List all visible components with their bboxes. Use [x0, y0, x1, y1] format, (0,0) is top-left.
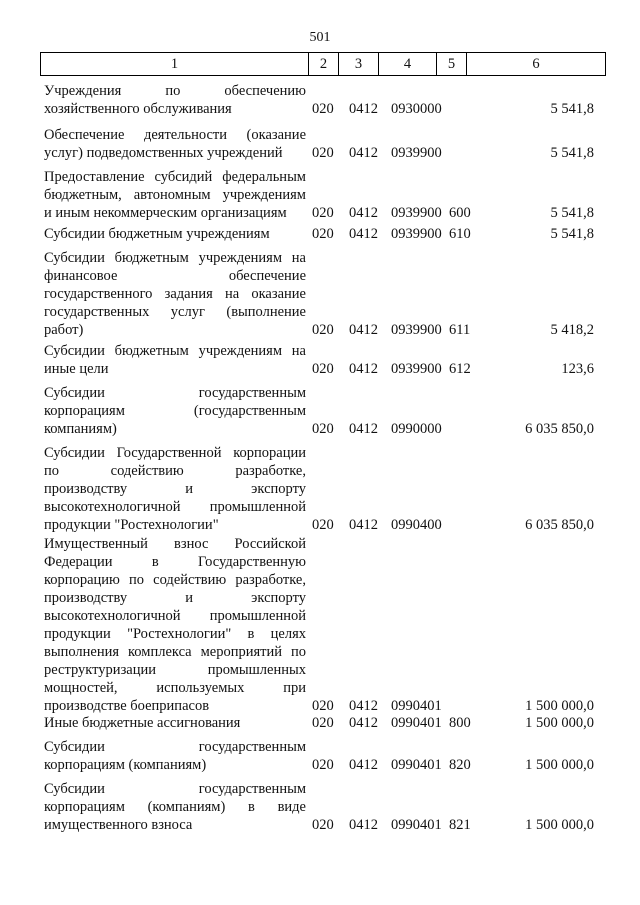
- cell-c6: 1 500 000,0: [525, 715, 594, 731]
- description-line: Федерации в Государственную: [44, 554, 306, 570]
- cell-c2: 020: [312, 817, 334, 833]
- row-description: [44, 738, 306, 774]
- cell-c3: 0412: [349, 205, 378, 221]
- cell-c2: 020: [312, 421, 334, 437]
- cell-c4: 0930000: [391, 101, 442, 117]
- cell-c5: 612: [449, 361, 471, 377]
- header-col-3: 3: [339, 53, 379, 76]
- description-line: корпорациям (компаниям): [44, 757, 207, 773]
- description-line: Субсидии государственным: [44, 781, 306, 797]
- description-line: высокотехнологичной промышленной: [44, 608, 306, 624]
- description-line: продукции "Ростехнологии" в целях: [44, 626, 306, 642]
- cell-c5: 821: [449, 817, 471, 833]
- description-line: корпорациям (государственным: [44, 403, 306, 419]
- cell-c4: 0990401: [391, 698, 442, 714]
- cell-c2: 020: [312, 226, 334, 242]
- cell-c5: 600: [449, 205, 471, 221]
- description-line: Субсидии бюджетным учреждениям на: [44, 343, 306, 359]
- description-line: реструктуризации промышленных: [44, 662, 306, 678]
- header-col-6: 6: [467, 53, 606, 76]
- cell-c4: 0990401: [391, 817, 442, 833]
- cell-c2: 020: [312, 322, 334, 338]
- cell-c3: 0412: [349, 421, 378, 437]
- cell-c6: 6 035 850,0: [525, 517, 594, 533]
- header-col-4: 4: [379, 53, 437, 76]
- description-line: Субсидии бюджетным учреждениям: [44, 226, 270, 242]
- description-line: государственного задания на оказание: [44, 286, 306, 302]
- description-line: Предоставление субсидий федеральным: [44, 169, 306, 185]
- cell-c4: 0939900: [391, 145, 442, 161]
- description-line: Субсидии государственным: [44, 739, 306, 755]
- cell-c3: 0412: [349, 698, 378, 714]
- cell-c2: 020: [312, 715, 334, 731]
- cell-c3: 0412: [349, 145, 378, 161]
- cell-c4: 0990401: [391, 757, 442, 773]
- header-col-5: 5: [437, 53, 467, 76]
- description-line: мощностей, используемых при: [44, 680, 306, 696]
- description-line: финансовое обеспечение: [44, 268, 306, 284]
- cell-c2: 020: [312, 101, 334, 117]
- cell-c6: 5 541,8: [550, 205, 594, 221]
- description-line: производству и экспорту: [44, 590, 306, 606]
- description-line: выполнения комплекса мероприятий по: [44, 644, 306, 660]
- description-line: компаниям): [44, 421, 117, 437]
- cell-c6: 1 500 000,0: [525, 817, 594, 833]
- cell-c6: 5 418,2: [550, 322, 594, 338]
- row-description: [44, 225, 306, 243]
- description-line: Обеспечение деятельности (оказание: [44, 127, 306, 143]
- cell-c6: 5 541,8: [550, 226, 594, 242]
- cell-c3: 0412: [349, 817, 378, 833]
- description-line: корпорациям (компаниям) в виде: [44, 799, 306, 815]
- description-line: производству и экспорту: [44, 481, 306, 497]
- description-line: Имущественный взнос Российской: [44, 536, 306, 552]
- description-line: работ): [44, 322, 84, 338]
- description-line: продукции "Ростехнологии": [44, 517, 219, 533]
- cell-c6: 6 035 850,0: [525, 421, 594, 437]
- row-description: [44, 249, 306, 339]
- cell-c4: 0990401: [391, 715, 442, 731]
- cell-c3: 0412: [349, 715, 378, 731]
- cell-c4: 0990400: [391, 517, 442, 533]
- description-line: Субсидии Государственной корпорации: [44, 445, 306, 461]
- cell-c5: 610: [449, 226, 471, 242]
- header-col-2: 2: [309, 53, 339, 76]
- row-description: [44, 342, 306, 378]
- description-line: Субсидии бюджетным учреждениям на: [44, 250, 306, 266]
- cell-c2: 020: [312, 361, 334, 377]
- description-line: иные цели: [44, 361, 109, 377]
- description-line: по содействию разработке,: [44, 463, 306, 479]
- description-line: Субсидии государственным: [44, 385, 306, 401]
- table-header: [40, 52, 606, 76]
- cell-c4: 0939900: [391, 322, 442, 338]
- description-line: высокотехнологичной промышленной: [44, 499, 306, 515]
- description-line: и иным некоммерческим организациям: [44, 205, 287, 221]
- cell-c3: 0412: [349, 226, 378, 242]
- cell-c2: 020: [312, 205, 334, 221]
- cell-c2: 020: [312, 517, 334, 533]
- cell-c2: 020: [312, 698, 334, 714]
- cell-c4: 0939900: [391, 226, 442, 242]
- description-line: Учреждения по обеспечению: [44, 83, 306, 99]
- row-description: [44, 780, 306, 834]
- row-description: [44, 714, 306, 732]
- cell-c4: 0939900: [391, 361, 442, 377]
- cell-c3: 0412: [349, 757, 378, 773]
- cell-c6: 5 541,8: [550, 101, 594, 117]
- header-col-1: 1: [41, 53, 309, 76]
- page-number: 501: [309, 30, 331, 45]
- description-line: Иные бюджетные ассигнования: [44, 715, 241, 731]
- description-line: услуг) подведомственных учреждений: [44, 145, 283, 161]
- cell-c5: 611: [449, 322, 471, 338]
- cell-c6: 5 541,8: [550, 145, 594, 161]
- cell-c2: 020: [312, 757, 334, 773]
- row-description: [44, 444, 306, 534]
- cell-c4: 0939900: [391, 205, 442, 221]
- cell-c3: 0412: [349, 517, 378, 533]
- cell-c4: 0990000: [391, 421, 442, 437]
- cell-c3: 0412: [349, 322, 378, 338]
- description-line: хозяйственного обслуживания: [44, 101, 232, 117]
- cell-c3: 0412: [349, 361, 378, 377]
- row-description: [44, 82, 306, 118]
- description-line: корпорацию по содействию разработке,: [44, 572, 306, 588]
- row-description: [44, 126, 306, 162]
- row-description: [44, 384, 306, 438]
- cell-c5: 800: [449, 715, 471, 731]
- description-line: бюджетным, автономным учреждениям: [44, 187, 306, 203]
- row-description: [44, 168, 306, 222]
- description-line: имущественного взноса: [44, 817, 193, 833]
- row-description: [44, 535, 306, 715]
- cell-c5: 820: [449, 757, 471, 773]
- cell-c3: 0412: [349, 101, 378, 117]
- description-line: производстве боеприпасов: [44, 698, 210, 714]
- cell-c6: 123,6: [561, 361, 594, 377]
- cell-c6: 1 500 000,0: [525, 698, 594, 714]
- cell-c2: 020: [312, 145, 334, 161]
- cell-c6: 1 500 000,0: [525, 757, 594, 773]
- description-line: государственных услуг (выполнение: [44, 304, 306, 320]
